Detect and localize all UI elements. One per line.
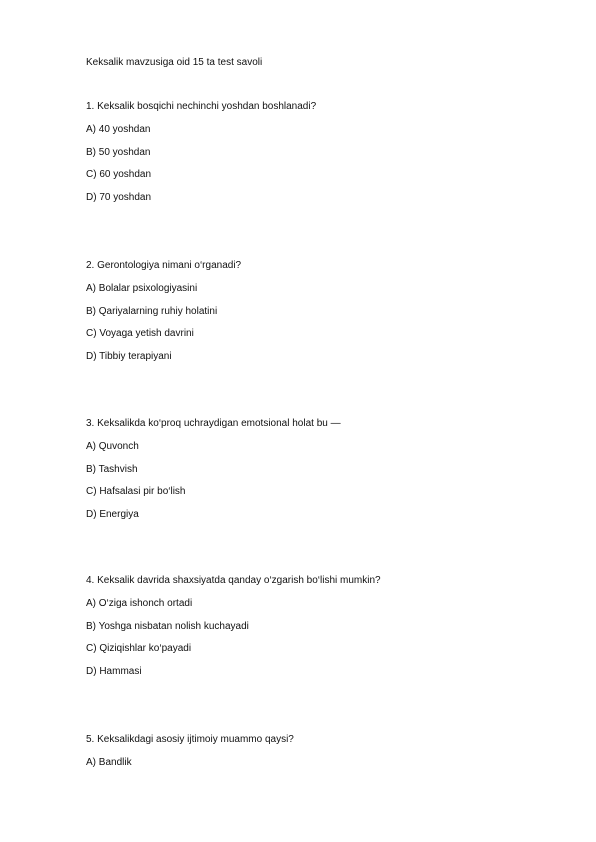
question-text: 2. Gerontologiya nimani o‘rganadi? bbox=[86, 260, 242, 271]
answer-option-a: A) O‘ziga ishonch ortadi bbox=[86, 598, 193, 609]
answer-option-c: C) 60 yoshdan bbox=[86, 169, 152, 180]
answer-option-a: A) Quvonch bbox=[86, 441, 139, 452]
answer-option-d: D) Energiya bbox=[86, 508, 139, 520]
answer-option-b: B) 50 yoshdan bbox=[86, 146, 151, 158]
answer-option-d: D) Hammasi bbox=[86, 665, 142, 677]
document-title: Keksalik mavzusiga oid 15 ta test savoli bbox=[86, 57, 263, 68]
answer-option-c: C) Qiziqishlar ko‘payadi bbox=[86, 643, 192, 654]
question-3 bbox=[86, 417, 526, 530]
answer-option-c: C) Hafsalasi pir bo‘lish bbox=[86, 486, 186, 497]
question-5 bbox=[86, 733, 526, 779]
question-text: 1. Keksalik bosqichi nechinchi yoshdan boshlanadi? bbox=[86, 101, 317, 112]
answer-option-a: A) Bolalar psixologiyasini bbox=[86, 283, 198, 294]
question-text: 4. Keksalik davrida shaxsiyatda qanday o‘zgarish bo‘lishi mumkin? bbox=[86, 575, 381, 586]
answer-option-d: D) Tibbiy terapiyani bbox=[86, 350, 172, 362]
answer-option-b: B) Yoshga nisbatan nolish kuchayadi bbox=[86, 620, 249, 632]
answer-option-c: C) Voyaga yetish davrini bbox=[86, 328, 194, 339]
answer-option-a: A) 40 yoshdan bbox=[86, 124, 151, 135]
question-4 bbox=[86, 574, 526, 687]
answer-option-b: B) Tashvish bbox=[86, 463, 138, 475]
question-text: 5. Keksalikdagi asosiy ijtimoiy muammo qaysi? bbox=[86, 734, 294, 745]
answer-option-d: D) 70 yoshdan bbox=[86, 191, 152, 203]
question-text: 3. Keksalikda ko‘proq uchraydigan emotsional holat bu — bbox=[86, 418, 341, 429]
question-1 bbox=[86, 100, 526, 213]
answer-option-a: A) Bandlik bbox=[86, 757, 132, 768]
answer-option-b: B) Qariyalarning ruhiy holatini bbox=[86, 305, 218, 317]
question-2 bbox=[86, 259, 526, 372]
